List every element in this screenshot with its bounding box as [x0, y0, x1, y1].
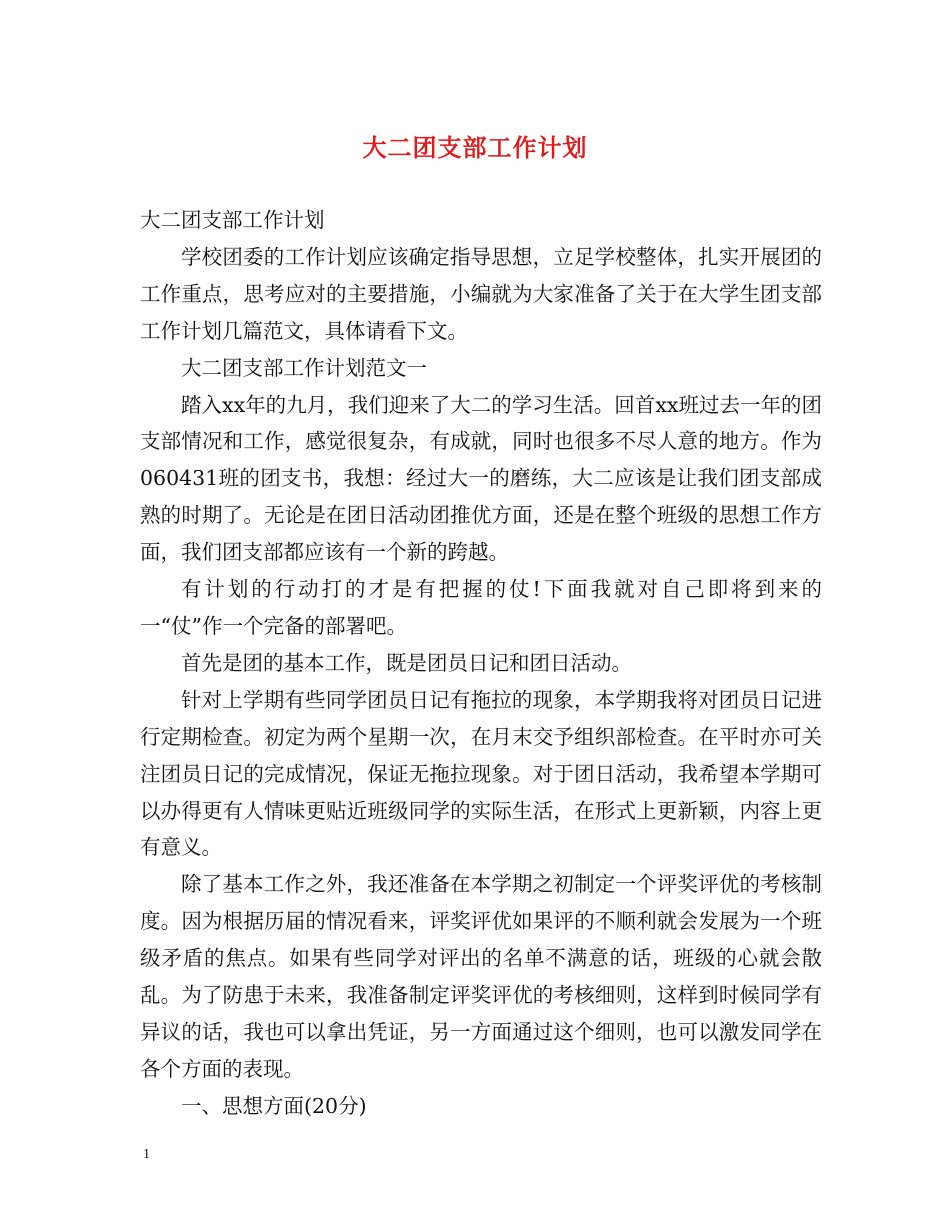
page-number: 1: [143, 1147, 150, 1162]
document-title: 大二团支部工作计划: [362, 133, 588, 162]
paragraph-diary: 针对上学期有些同学团员日记有拖拉的现象，本学期我将对团员日记进行定期检查。初定为两个星期一次，在月末交予组织部检查。在平时亦可关注团员日记的完成情况，保证无拖拉现象。对于团日活动，我希望本学期可以办得更有人情味更贴近班级同学的实际生活，在形式上更新颖，内容上更有意义。: [140, 687, 822, 860]
paragraph-evaluation: 除了基本工作之外，我还准备在本学期之初制定一个评奖评优的考核制度。因为根据历届的情况看来，评奖评优如果评的不顺利就会发展为一个班级矛盾的焦点。如果有些同学对评出的名单不满意的话，班级的心就会散乱。为了防患于未来，我准备制定评奖评优的考核细则，这样到时候同学有异议的话，我也可以拿出凭证，另一方面通过这个细则，也可以激发同学在各个方面的表现。: [140, 872, 822, 1081]
paragraph-plan: 有计划的行动打的才是有把握的仗!下面我就对自己即将到来的一“仗”作一个完备的部署吧。: [140, 577, 822, 638]
paragraph-sample-title: 大二团支部工作计划范文一: [181, 355, 427, 380]
document-body: [140, 202, 822, 1125]
paragraph-heading: 大二团支部工作计划: [140, 208, 325, 232]
paragraph-opening: 踏入xx年的九月，我们迎来了大二的学习生活。回首xx班过去一年的团支部情况和工作，感觉很复杂，有成就，同时也很多不尽人意的地方。作为 060431班的团支书，我想：经过大一的磨练，大二应该是让我们团支部成熟的时期了。无论是在团日活动团推优方面，还是在整个班级的思想工作方面，我们团支部都应该有一个新的跨越。: [140, 392, 822, 565]
paragraph-basic-work: 首先是团的基本工作，既是团员日记和团日活动。: [181, 650, 632, 675]
paragraph-section-heading: 一、思想方面(20分): [181, 1093, 367, 1118]
paragraph-intro: 学校团委的工作计划应该确定指导思想，立足学校整体，扎实开展团的工作重点，思考应对的主要措施，小编就为大家准备了关于在大学生团支部工作计划几篇范文，具体请看下文。: [140, 244, 822, 343]
